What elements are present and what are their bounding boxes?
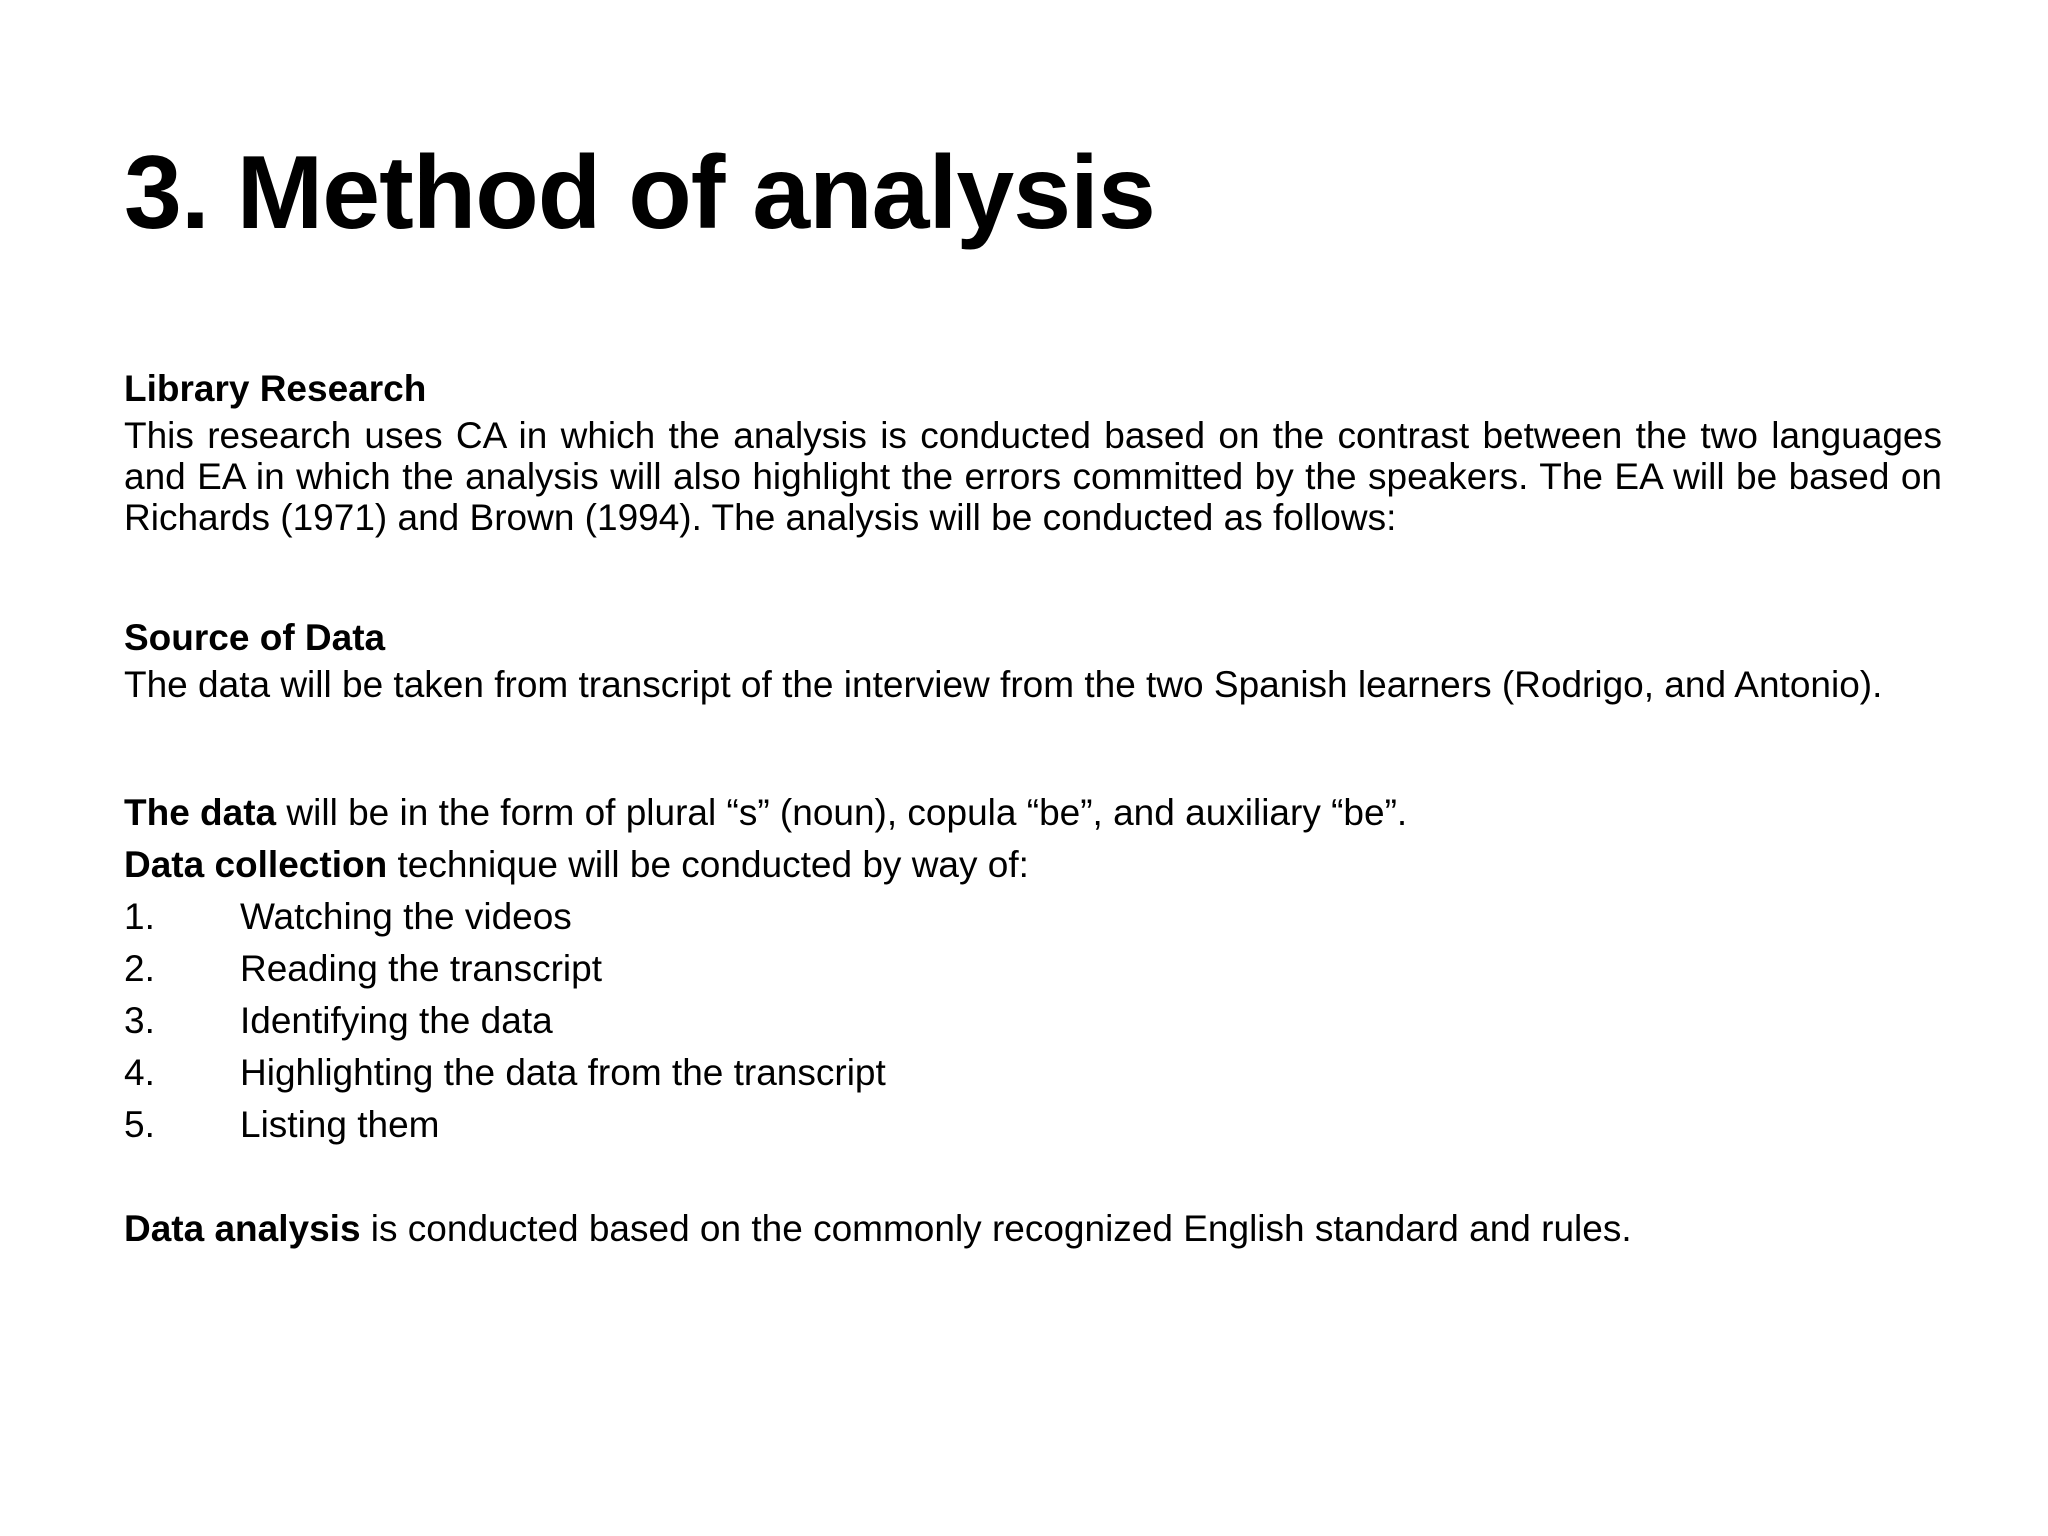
data-analysis-label: Data analysis bbox=[124, 1208, 361, 1249]
data-collection-text: technique will be conducted by way of: bbox=[387, 844, 1029, 885]
library-research-section bbox=[124, 363, 1942, 538]
list-item bbox=[124, 943, 1942, 995]
list-item bbox=[124, 1047, 1942, 1099]
data-collection-steps bbox=[124, 891, 1942, 1151]
the-data-line bbox=[124, 787, 1942, 839]
library-research-heading: Library Research bbox=[124, 368, 427, 409]
list-item bbox=[124, 1099, 1942, 1151]
data-analysis-line bbox=[124, 1203, 1942, 1255]
step-text: Highlighting the data from the transcript bbox=[240, 1052, 886, 1093]
step-number: 4. bbox=[124, 1052, 155, 1093]
data-analysis-text: is conducted based on the commonly recognized English standard and rules. bbox=[360, 1208, 1632, 1249]
data-collection-label: Data collection bbox=[124, 844, 388, 885]
slide-content bbox=[124, 363, 1942, 1255]
data-collection-line bbox=[124, 839, 1942, 891]
the-data-text: will be in the form of plural “s” (noun), copula “be”, and auxiliary “be”. bbox=[276, 792, 1408, 833]
step-number: 3. bbox=[124, 1000, 155, 1041]
step-text: Identifying the data bbox=[240, 1000, 553, 1041]
step-number: 5. bbox=[124, 1104, 155, 1145]
the-data-label: The data bbox=[124, 792, 277, 833]
source-of-data-section bbox=[124, 612, 1942, 705]
list-item bbox=[124, 891, 1942, 943]
library-research-body: This research uses CA in which the analysis is conducted based on the contrast between the two languages and EA in which the analysis will also highlight the errors committed by the speakers. The EA will be based on Richards (1971) and Brown (1994). The analysis will be conducted as follows: bbox=[124, 415, 1942, 538]
source-of-data-heading: Source of Data bbox=[124, 617, 386, 658]
step-text: Listing them bbox=[240, 1104, 440, 1145]
step-number: 2. bbox=[124, 948, 155, 989]
step-text: Watching the videos bbox=[240, 896, 572, 937]
slide-title: 3. Method of analysis bbox=[124, 135, 1155, 251]
source-of-data-body: The data will be taken from transcript of the interview from the two Spanish learners (Rodrigo, and Antonio). bbox=[124, 664, 1883, 705]
list-item bbox=[124, 995, 1942, 1047]
step-text: Reading the transcript bbox=[240, 948, 602, 989]
step-number: 1. bbox=[124, 896, 155, 937]
